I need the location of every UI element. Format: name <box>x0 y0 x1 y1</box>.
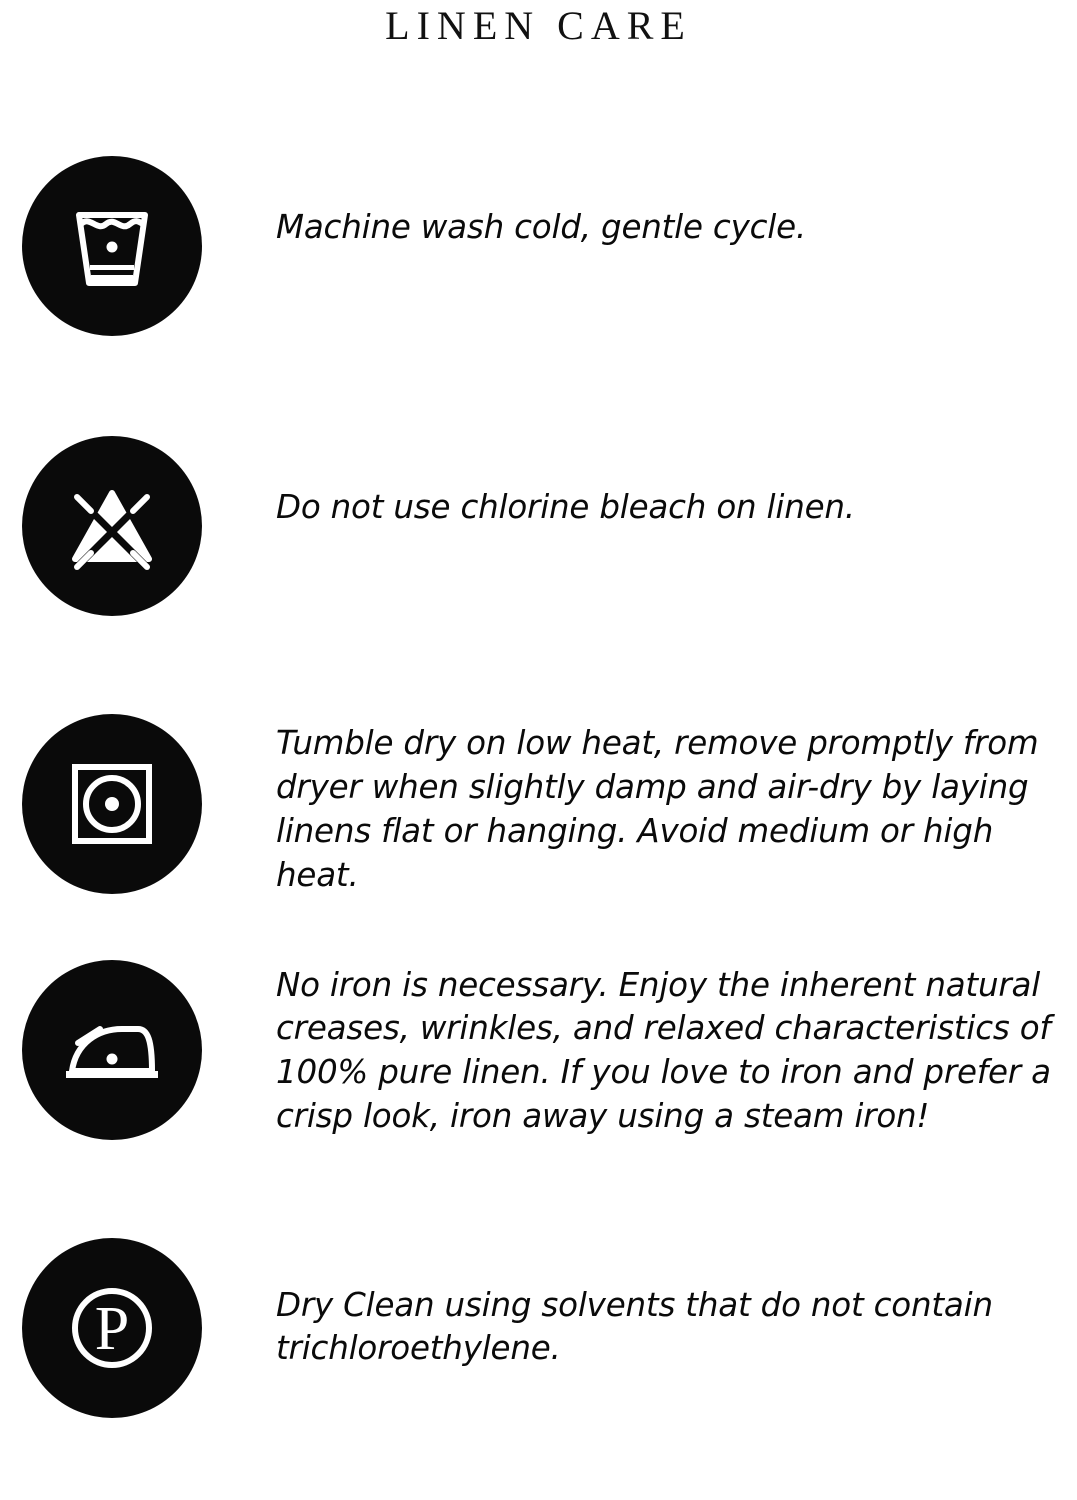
care-item-text: Tumble dry on low heat, remove promptly from dryer when slightly damp and air-dry by laying linens flat or hanging. Avoid medium or high heat. <box>276 724 1039 894</box>
care-item <box>22 436 1059 616</box>
text-cell <box>202 714 1059 898</box>
icon-cell <box>22 714 202 894</box>
dry-clean-p-icon <box>22 1238 202 1418</box>
machine-wash-icon <box>22 156 202 336</box>
care-item-text: No iron is necessary. Enjoy the inherent natural creases, wrinkles, and relaxed characteristics of 100% pure linen. If you love to iron and prefer a crisp look, iron away using a steam iron! <box>276 965 1051 1136</box>
care-instruction-list <box>0 156 1077 1418</box>
do-not-bleach-icon <box>22 436 202 616</box>
icon-cell <box>22 960 202 1140</box>
iron-icon <box>22 960 202 1140</box>
svg-text:P: P <box>94 1294 130 1363</box>
text-cell <box>202 156 1059 250</box>
care-item-text: Machine wash cold, gentle cycle. <box>276 208 807 246</box>
care-item <box>22 1238 1059 1418</box>
care-item <box>22 960 1059 1140</box>
icon-cell <box>22 1238 202 1418</box>
icon-cell <box>22 436 202 616</box>
icon-cell <box>22 156 202 336</box>
care-item-text: Dry Clean using solvents that do not contain trichloroethylene. <box>276 1285 993 1368</box>
text-cell <box>202 1238 1059 1372</box>
text-cell <box>202 436 1059 530</box>
care-item-text: Do not use chlorine bleach on linen. <box>276 488 855 526</box>
text-cell <box>202 960 1059 1140</box>
care-item <box>22 714 1059 898</box>
page-title: LINEN CARE <box>385 3 692 48</box>
care-item <box>22 156 1059 336</box>
tumble-dry-low-icon <box>22 714 202 894</box>
